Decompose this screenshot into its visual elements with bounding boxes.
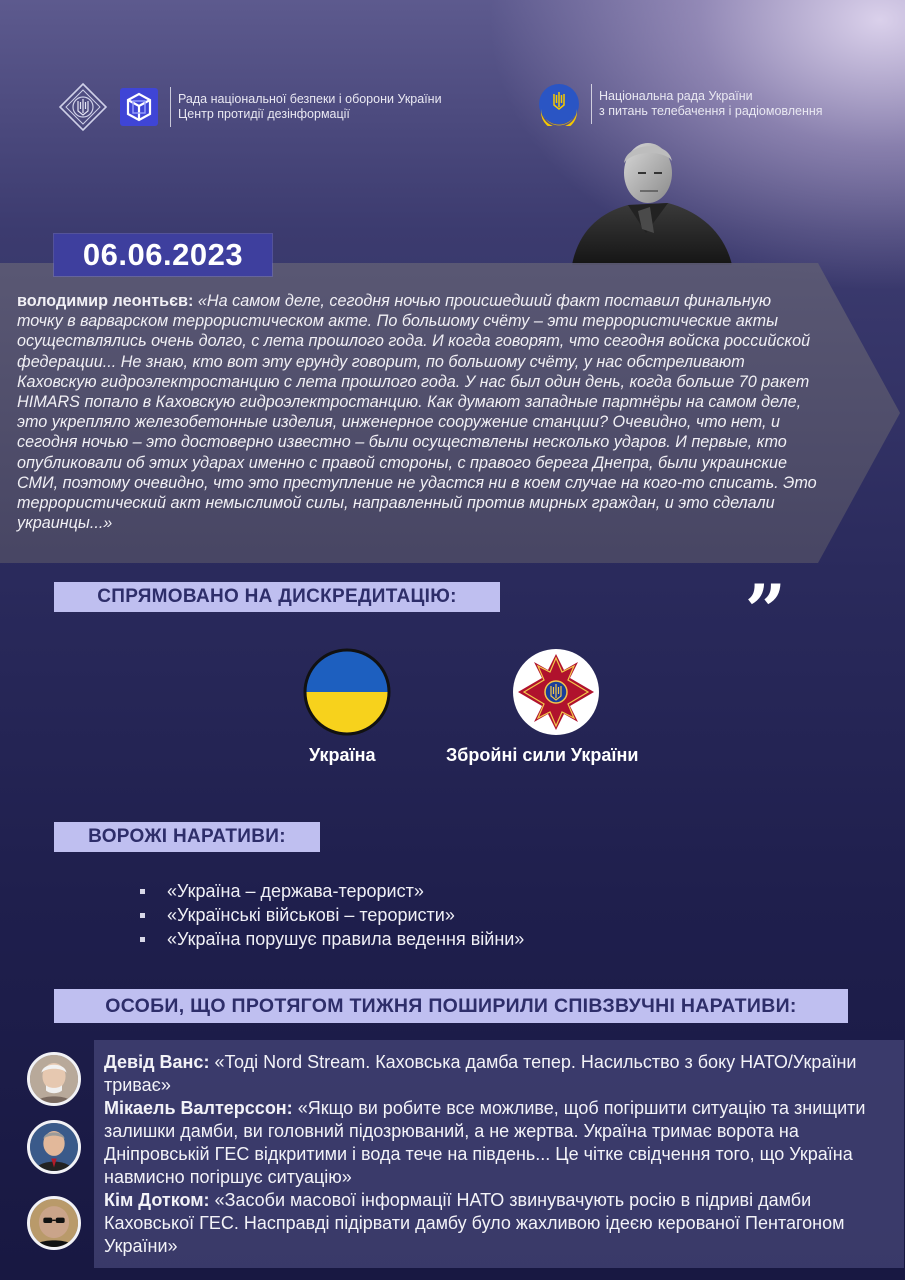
trident-emblem-icon <box>58 82 108 132</box>
narrative-text: «Українські військові – терористи» <box>167 905 455 925</box>
target-ukraine-label: Україна <box>309 745 376 765</box>
persons-section-label: ОСОБИ, ЩО ПРОТЯГОМ ТИЖНЯ ПОШИРИЛИ СПІВЗВУЧНІ НАРАТИВИ: <box>54 989 848 1023</box>
header-divider <box>170 87 171 127</box>
list-item <box>140 903 524 927</box>
person-quote: «Засоби масової інформації НАТО звинувачують росію в підриві дамби Каховської ГЕС. Насправді підірвати дамбу було жахливою ідеєю керованої Пентагоном України» <box>104 1190 845 1256</box>
narrative-text: «Україна порушує правила ведення війни» <box>167 929 525 949</box>
tv-council-logo-icon <box>537 82 581 126</box>
quote-speaker: володимир леонтьєв: <box>17 292 194 310</box>
left-org-line1: Рада національної безпеки і оборони України <box>178 92 442 106</box>
left-org-names <box>178 92 442 122</box>
bullet-icon <box>140 937 145 942</box>
bullet-icon <box>140 889 145 894</box>
avatar <box>27 1196 81 1250</box>
person-name: Девід Ванс: <box>104 1052 210 1072</box>
person-quote: «Тоді Nord Stream. Каховська дамба тепер. Насильство з боку НАТО/України триває» <box>104 1052 857 1095</box>
speaker-portrait <box>568 133 734 265</box>
avatar <box>27 1052 81 1106</box>
right-org-line2: з питань телебачення і радіомовлення <box>599 104 823 118</box>
cube-logo-icon <box>118 86 160 128</box>
person-name: Кім Дотком: <box>104 1190 210 1210</box>
person-name: Мікаель Валтерссон: <box>104 1098 293 1118</box>
list-item <box>140 927 524 951</box>
narratives-list <box>140 879 524 951</box>
armed-forces-emblem-icon <box>512 648 600 736</box>
header-right-org <box>537 82 823 126</box>
persons-text <box>104 1051 896 1258</box>
person-quote: «Якщо ви робите все можливе, щоб погіршити ситуацію та знищити залишки дамби, ви головний підозрюваний, а не жертва. Україна тримає ворота на Дніпровській ГЕС відкритими і вода тече на південь... Це чітке свідчення того, що Україна навмисно погіршує ситуацію» <box>104 1098 866 1187</box>
ukraine-flag-icon <box>303 648 391 736</box>
right-org-names <box>599 89 823 119</box>
header-left-orgs <box>58 82 442 132</box>
narrative-text: «Україна – держава-терорист» <box>167 881 424 901</box>
list-item <box>140 879 524 903</box>
narratives-section-label: ВОРОЖІ НАРАТИВИ: <box>54 822 320 852</box>
closing-quote-mark: „ <box>746 527 788 612</box>
person-entry <box>104 1189 896 1258</box>
discredit-section-label: СПРЯМОВАНО НА ДИСКРЕДИТАЦІЮ: <box>54 582 500 612</box>
bullet-icon <box>140 913 145 918</box>
quote-body: «На самом деле, сегодня ночью происшедший факт поставил финальную точку в варварском террористическом акте. По большому счёту – эти террористические акты осуществлялись очень долго, с лета прошлого года. И когда говорят, что сегодня войска российской федерации... Не знаю, кто вот эту ерунду говорит, по большому счёту, у нас обстреливают Каховскую гидроэлектростанцию с лета прошлого года. У нас был один день, когда больше 70 ракет HIMARS попало в Каховскую гидроэлектростанцию. Как думают западные партнёры на самом деле, это укрепляло железобетонные изделия, инженерное сооружение станции? Очевидно, что нет, и сегодня ночью – это достоверно известно – были осуществлены несколько ударов. И первые, кто опубликовали об этих ударах именно с правой стороны, с правого берега Днепра, были украинские СМИ, поэтому очевидно, что это преступление не удастся ни в коем случае на кого-то списать. Это террористический акт немыслимой силы, направленный против мирных граждан, и это сделали украинцы...» <box>17 292 817 533</box>
date-badge: 06.06.2023 <box>54 234 272 276</box>
person-entry <box>104 1097 896 1189</box>
quote-text <box>17 291 817 533</box>
person-entry <box>104 1051 896 1097</box>
right-org-line1: Національна рада України <box>599 89 753 103</box>
left-org-line2: Центр протидії дезінформації <box>178 107 350 121</box>
avatar <box>27 1120 81 1174</box>
header-divider-right <box>591 84 592 124</box>
target-afu-label: Збройні сили України <box>446 745 639 765</box>
